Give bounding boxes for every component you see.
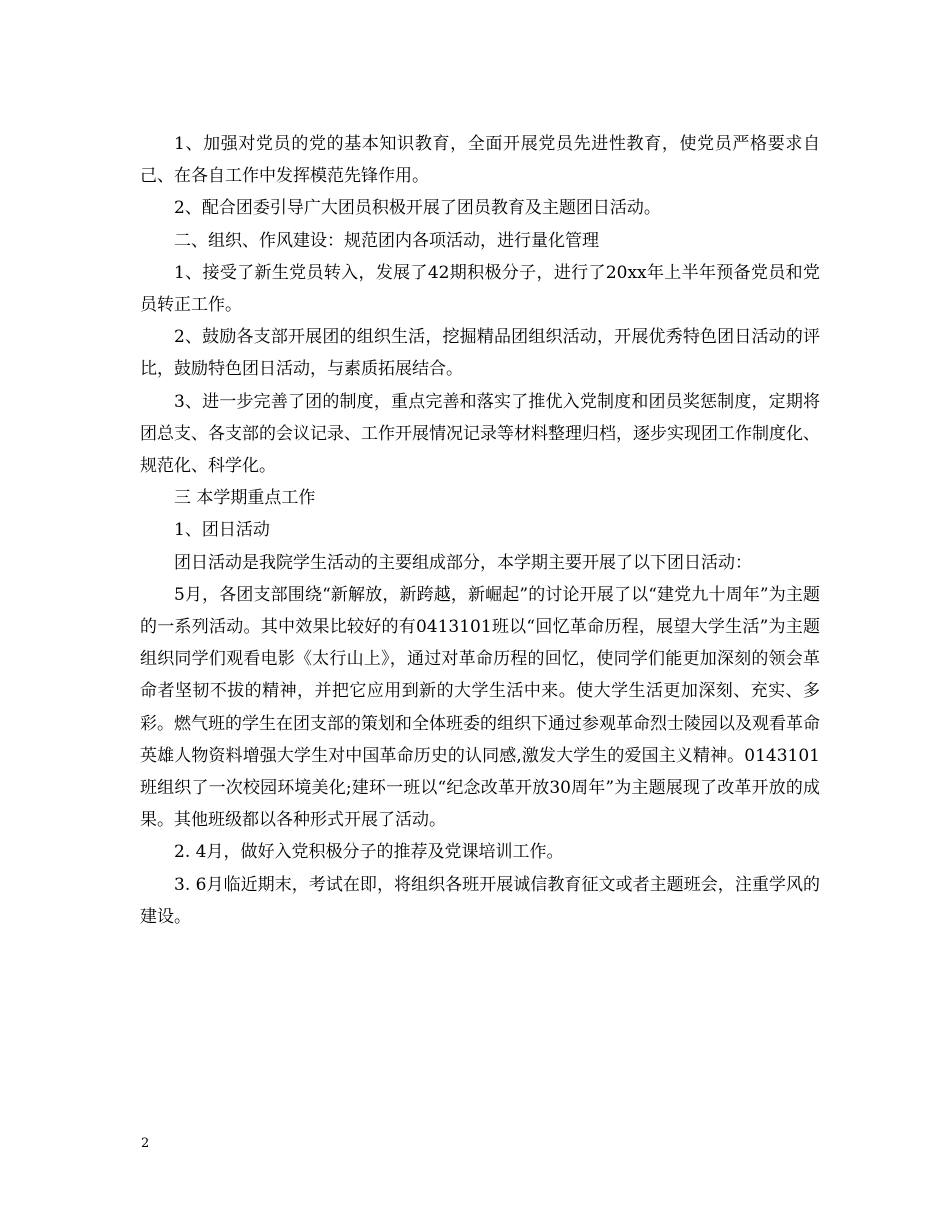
paragraph-new-members: 1、接受了新生党员转入，发展了42期积极分子，进行了20xx年上半年预备党员和党员转正工作。 xyxy=(140,262,820,316)
paragraph-system-improvement: 3、进一步完善了团的制度，重点完善和落实了推优入党制度和团员奖惩制度，定期将团总支、各支部的会议记录、工作开展情况记录等材料整理归档，逐步实现团工作制度化、规范化、科学化。 xyxy=(140,391,820,477)
paragraph-may-activities: 5月，各团支部围绕“新解放，新跨越，新崛起”的讨论开展了以“建党九十周年”为主题的一系列活动。其中效果比较好的有0413101班以“回忆革命历程，展望大学生活”为主题组织同学们观看电影《太行山上》，通过对革命历程的回忆，使同学们能更加深刻的领会革命者坚韧不拔的精神，并把它应用到新的大学生活中来。使大学生活更加深刻、充实、多彩。燃气班的学生在团支部的策划和全体班委的组织下通过参观革命烈士陵园以及观看革命英雄人物资料增强大学生对中国革命历史的认同感,激发大学生的爱国主义精神。0143101班组织了一次校园环境美化;建环一班以“纪念改革开放30周年”为主题展现了改革开放的成果。其他班级都以各种形式开展了活动。 xyxy=(140,584,820,831)
subheading-league-day: 1、团日活动 xyxy=(174,520,270,541)
paragraph-june-work: 3. 6月临近期末，考试在即，将组织各班开展诚信教育征文或者主题班会，注重学风的建设。 xyxy=(140,874,820,927)
page-number: 2 xyxy=(141,1136,150,1151)
document-body xyxy=(140,128,820,933)
paragraph-league-education: 2、配合团委引导广大团员积极开展了团员教育及主题团日活动。 xyxy=(174,198,661,219)
section-heading-key-work: 三 本学期重点工作 xyxy=(174,488,316,509)
paragraph-branch-activities: 2、鼓励各支部开展团的组织生活，挖掘精品团组织活动，开展优秀特色团日活动的评比，鼓励特色团日活动，与素质拓展结合。 xyxy=(140,327,820,380)
paragraph-league-day-intro: 团日活动是我院学生活动的主要组成部分，本学期主要开展了以下团日活动： xyxy=(174,552,752,573)
section-heading-organization: 二、组织、作风建设：规范团内各项活动，进行量化管理 xyxy=(174,230,599,251)
paragraph-party-education: 1、加强对党员的党的基本知识教育，全面开展党员先进性教育，使党员严格要求自己、在各自工作中发挥模范先锋作用。 xyxy=(140,134,820,187)
paragraph-april-work: 2. 4月，做好入党积极分子的推荐及党课培训工作。 xyxy=(174,842,564,863)
